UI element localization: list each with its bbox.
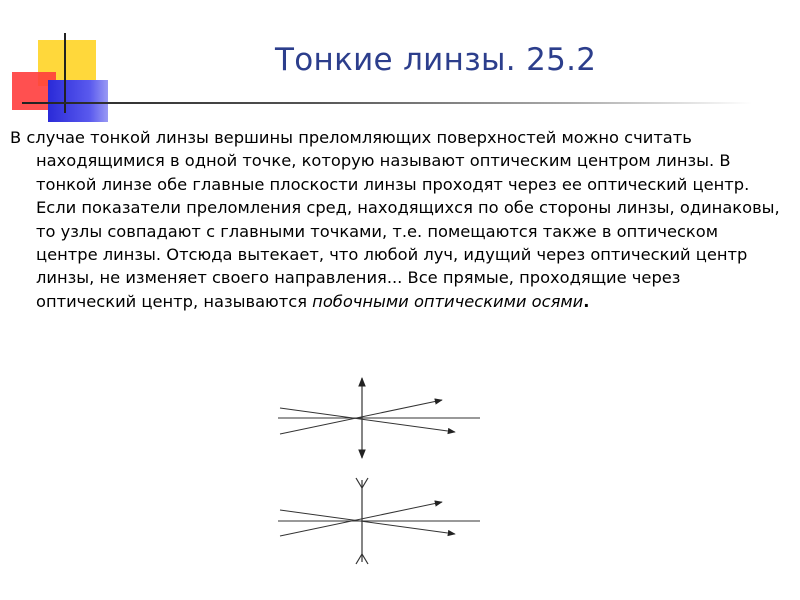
title-underline bbox=[22, 102, 752, 104]
slide-title: Тонкие линзы. 25.2 bbox=[275, 42, 597, 78]
body-paragraph bbox=[10, 126, 780, 313]
paragraph-text: В случае тонкой линзы вершины преломляющих поверхностей можно считать находящимися в одной точке, которую называют оптическим центром линзы. В тонкой линзе обе главные плоскости линзы проходят через ее оптический центр. Если показатели преломления сред, находящихся по обе стороны линзы, одинаковы, то узлы совпадают с главными точками, т.е. помещаются также в оптическом центре линзы. Отсюда вытекает, что любой луч, идущий через оптический центр линзы, не изменяет своего направления... Все прямые, проходящие через оптический центр, называются bbox=[10, 128, 780, 311]
ray-2 bbox=[280, 502, 442, 536]
diverging-lens-diagram bbox=[270, 476, 490, 566]
ray-2 bbox=[280, 400, 442, 434]
paragraph-end-mark: . bbox=[583, 291, 590, 311]
body-text bbox=[10, 126, 780, 313]
italic-term: побочными оптическими осями bbox=[312, 291, 584, 311]
converging-lens-diagram bbox=[270, 372, 490, 464]
decor-blue-square bbox=[48, 80, 108, 122]
decor-vertical-line bbox=[64, 33, 66, 113]
